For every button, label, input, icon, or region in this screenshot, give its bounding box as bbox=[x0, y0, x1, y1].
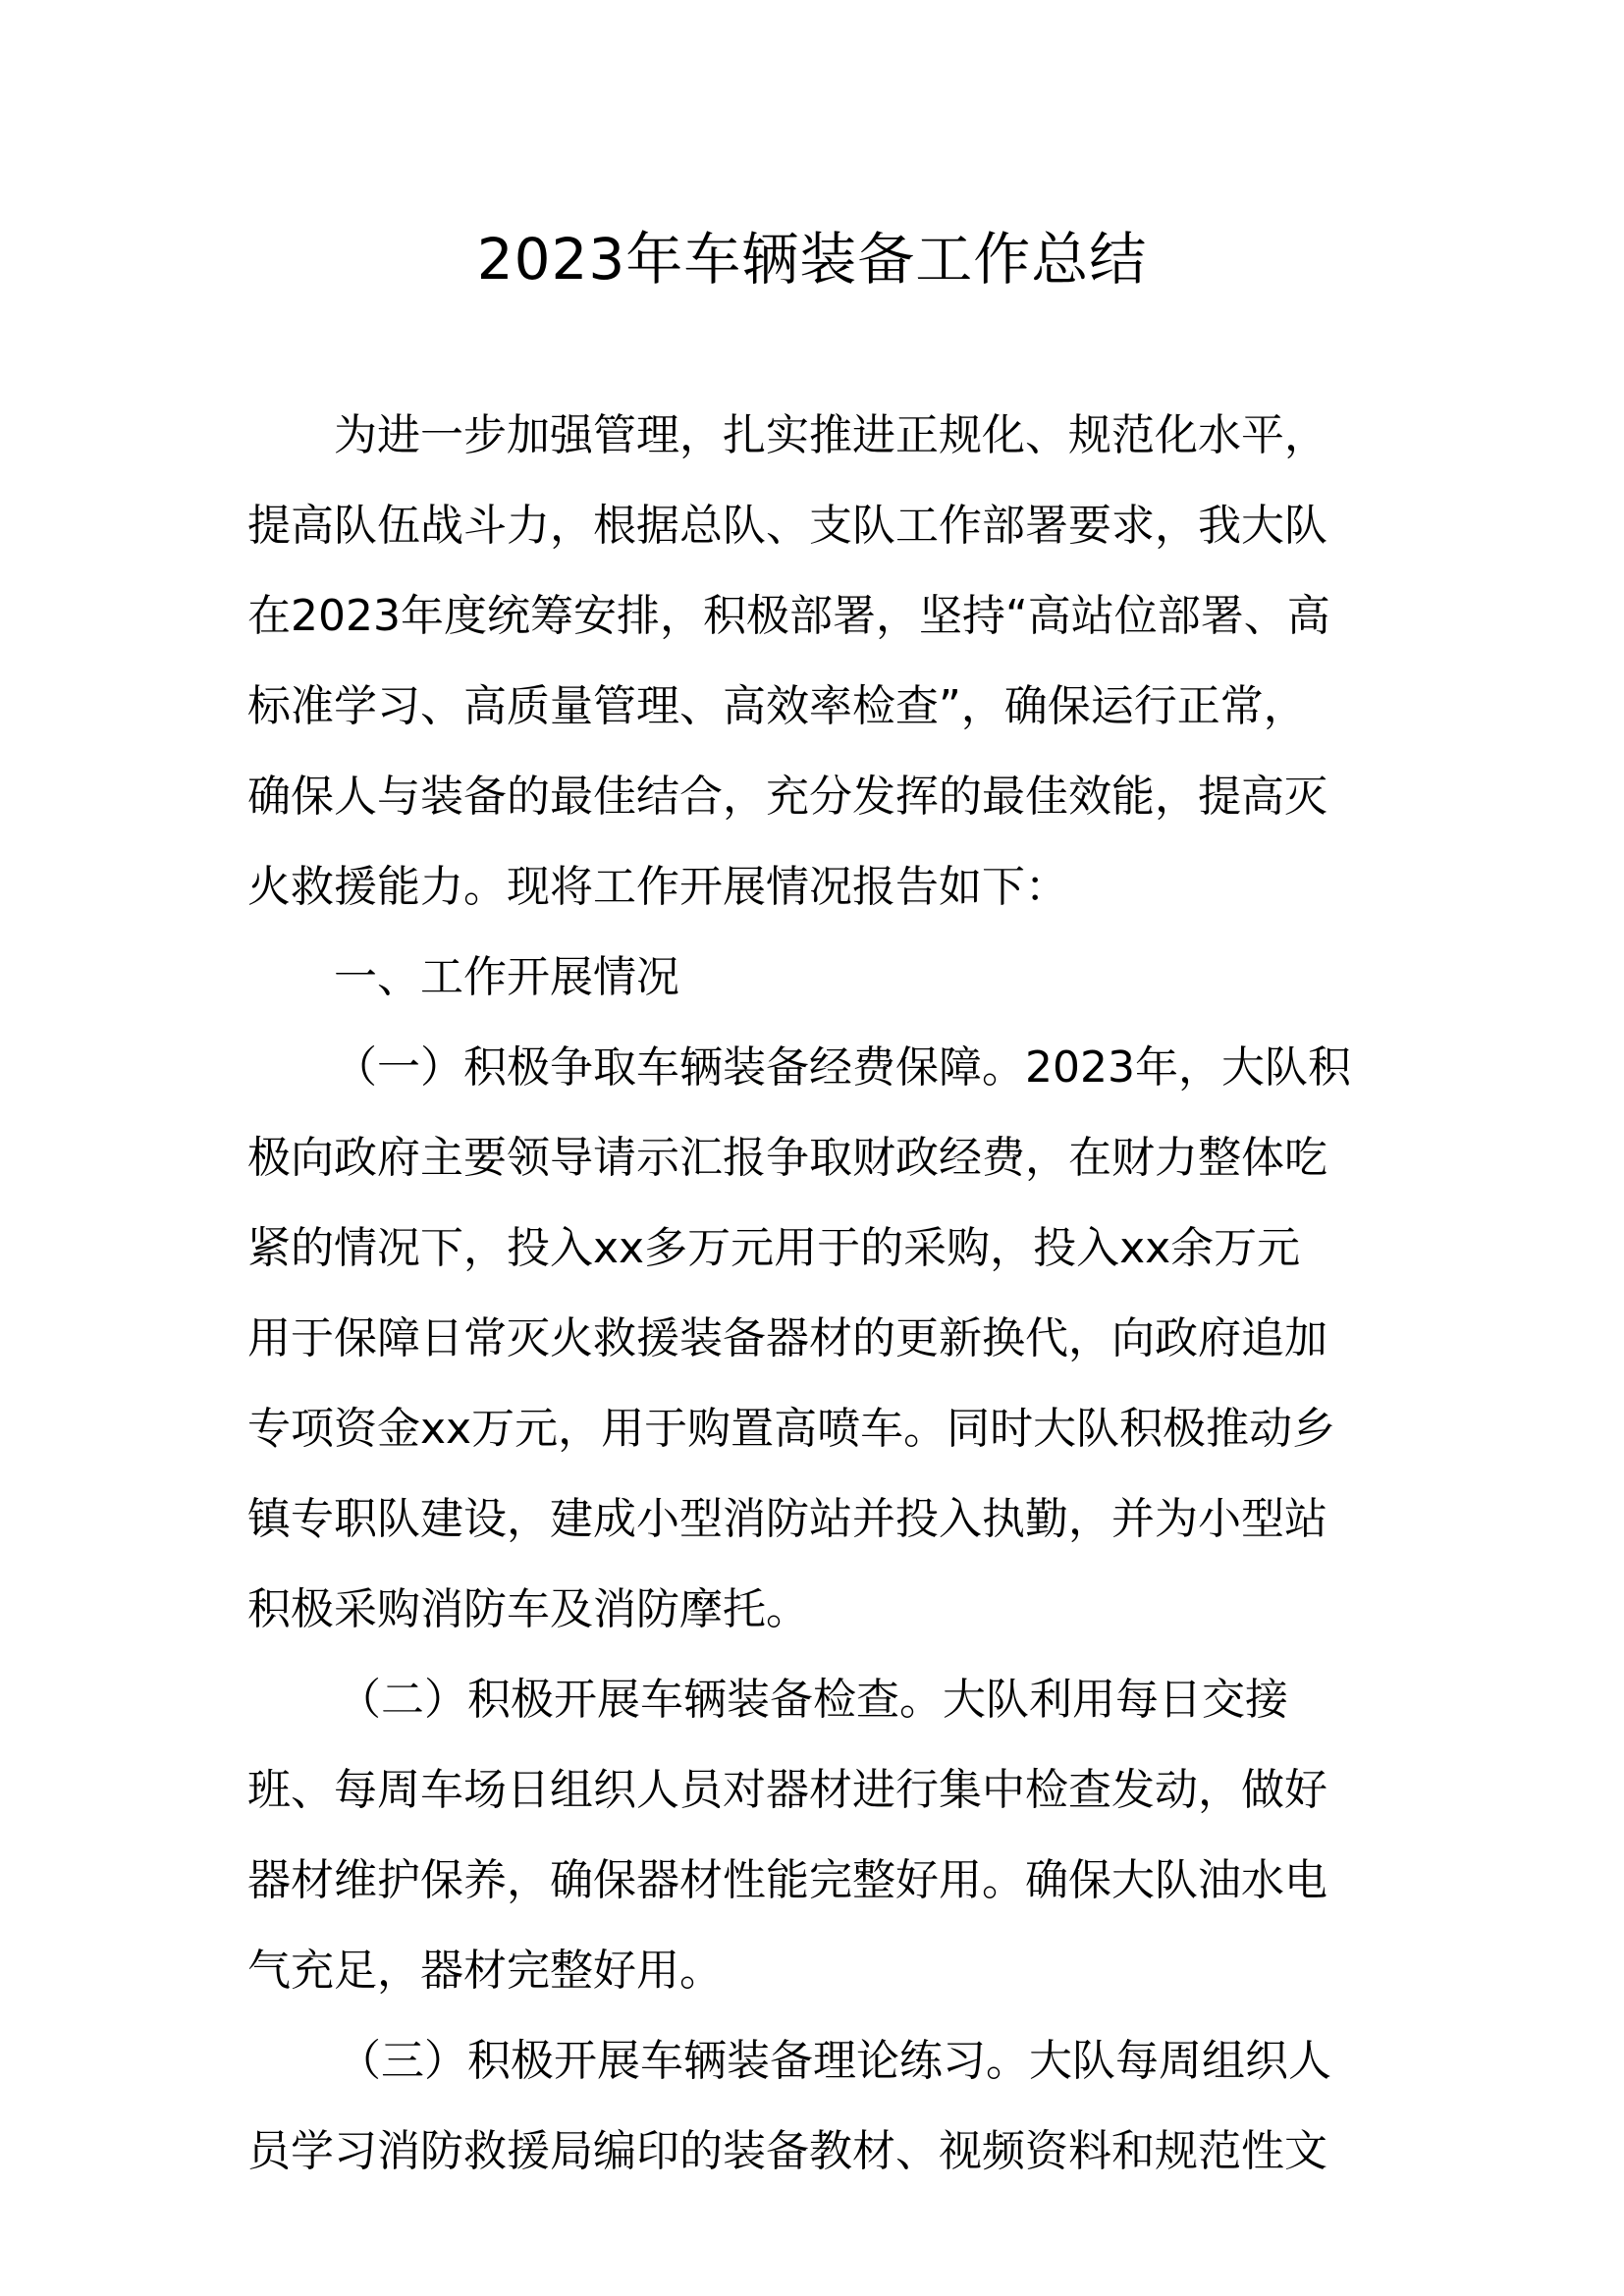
item-1-line-1: （一）积极争取车辆装备经费保障。2023年，大队积 bbox=[334, 1042, 1351, 1093]
paragraph-1-line-6: 火救援能力。现将工作开展情况报告如下： bbox=[247, 862, 1068, 912]
item-2-line-4: 气充足，器材完整好用。 bbox=[247, 1946, 723, 1996]
document-title: 2023年车辆装备工作总结 bbox=[476, 226, 1148, 293]
item-2-line-2: 班、每周车场日组织人员对器材进行集中检查发动，做好 bbox=[247, 1765, 1327, 1815]
paragraph-1-line-2: 提高队伍战斗力，根据总队、支队工作部署要求，我大队 bbox=[247, 501, 1327, 551]
item-1-line-3: 紧的情况下，投入xx多万元用于的采购，投入xx余万元 bbox=[247, 1223, 1301, 1273]
paragraph-1-line-3: 在2023年度统筹安排，积极部署，坚持“高站位部署、高 bbox=[247, 591, 1330, 641]
paragraph-1-line-4: 标准学习、高质量管理、高效率检查”，确保运行正常， bbox=[247, 681, 1307, 731]
item-3-line-1: （三）积极开展车辆装备理论练习。大队每周组织人 bbox=[338, 2036, 1331, 2086]
section-heading-1: 一、工作开展情况 bbox=[334, 952, 679, 1002]
item-1-line-6: 镇专职队建设，建成小型消防站并投入执勤，并为小型站 bbox=[247, 1494, 1327, 1544]
item-1-line-4: 用于保障日常灭火救援装备器材的更新换代，向政府追加 bbox=[247, 1313, 1327, 1363]
paragraph-1-line-5: 确保人与装备的最佳结合，充分发挥的最佳效能，提高灭 bbox=[247, 772, 1327, 822]
item-1-line-7: 积极采购消防车及消防摩托。 bbox=[247, 1584, 809, 1634]
document-body bbox=[247, 391, 1386, 2197]
item-2-line-1: （二）积极开展车辆装备检查。大队利用每日交接 bbox=[338, 1675, 1288, 1725]
item-1-line-2: 极向政府主要领导请示汇报争取财政经费，在财力整体吃 bbox=[247, 1133, 1327, 1183]
item-3-line-2: 员学习消防救援局编印的装备教材、视频资料和规范性文 bbox=[247, 2126, 1327, 2176]
item-2-line-3: 器材维护保养，确保器材性能完整好用。确保大队油水电 bbox=[247, 1855, 1327, 1905]
item-1-line-5: 专项资金xx万元，用于购置高喷车。同时大队积极推动乡 bbox=[247, 1404, 1336, 1454]
paragraph-1-line-1: 为进一步加强管理，扎实推进正规化、规范化水平， bbox=[334, 410, 1327, 460]
